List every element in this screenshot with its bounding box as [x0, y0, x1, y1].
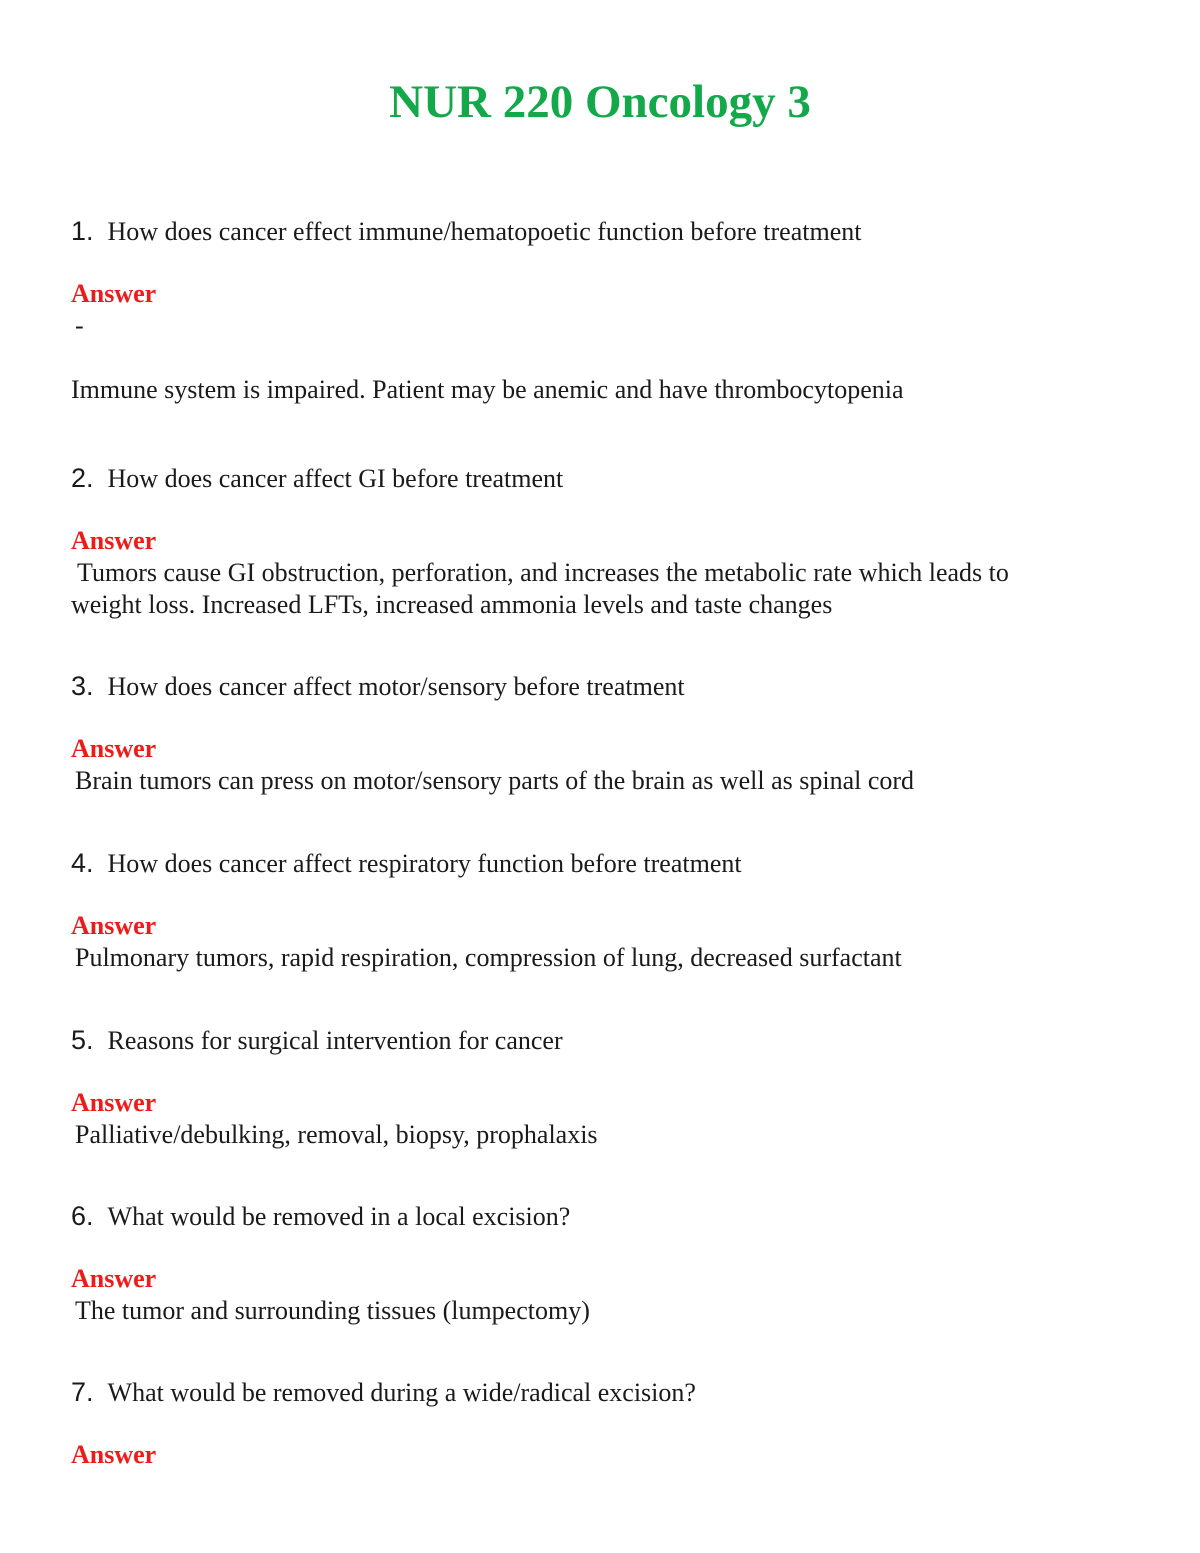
- qa-item-7: [71, 1376, 1151, 1471]
- answer-dash: -: [75, 311, 84, 340]
- answer-label: Answer: [71, 734, 157, 763]
- answer-label: Answer: [71, 1440, 157, 1469]
- question-3: [71, 670, 1151, 703]
- answer-label: Answer: [71, 526, 157, 555]
- question-5: [71, 1024, 1151, 1057]
- question-text: How does cancer effect immune/hematopoetic function before treatment: [107, 217, 862, 246]
- question-number: 4.: [71, 848, 94, 878]
- answer-text: Pulmonary tumors, rapid respiration, compression of lung, decreased surfactant: [75, 943, 902, 972]
- document-title: NUR 220 Oncology 3: [389, 76, 811, 128]
- answer-label: Answer: [71, 1088, 157, 1117]
- answer-text: Immune system is impaired. Patient may be anemic and have thrombocytopenia: [71, 375, 904, 404]
- answer-text: Palliative/debulking, removal, biopsy, prophalaxis: [75, 1120, 598, 1149]
- question-text: How does cancer affect GI before treatment: [107, 464, 564, 493]
- question-number: 3.: [71, 671, 94, 701]
- answer-text: Brain tumors can press on motor/sensory parts of the brain as well as spinal cord: [75, 766, 915, 795]
- qa-item-5: [71, 1024, 1151, 1151]
- answer-text: [71, 557, 1071, 621]
- qa-item-6: [71, 1200, 1151, 1327]
- question-number: 2.: [71, 463, 94, 493]
- qa-item-4: [71, 847, 1151, 974]
- question-text: How does cancer affect motor/sensory before treatment: [107, 672, 685, 701]
- question-text: Reasons for surgical intervention for cancer: [107, 1026, 563, 1055]
- question-number: 7.: [71, 1377, 94, 1407]
- question-7: [71, 1376, 1151, 1409]
- question-text: What would be removed in a local excision?: [107, 1202, 571, 1231]
- answer-label: Answer: [71, 911, 157, 940]
- question-4: [71, 847, 1151, 880]
- qa-item-3: [71, 670, 1151, 797]
- question-text: How does cancer affect respiratory function before treatment: [107, 849, 742, 878]
- question-text: What would be removed during a wide/radical excision?: [107, 1378, 696, 1407]
- answer-text: The tumor and surrounding tissues (lumpectomy): [75, 1296, 590, 1325]
- qa-item-1: [71, 215, 1151, 406]
- question-6: [71, 1200, 1151, 1233]
- question-1: [71, 215, 1151, 248]
- question-number: 1.: [71, 216, 94, 246]
- question-number: 6.: [71, 1201, 94, 1231]
- answer-text-content: Tumors cause GI obstruction, perforation, and increases the metabolic rate which leads to weight loss. Increased LFTs, increased ammonia levels and taste changes: [71, 558, 1009, 619]
- answer-label: Answer: [71, 279, 157, 308]
- question-number: 5.: [71, 1025, 94, 1055]
- question-2: [71, 462, 1151, 495]
- answer-label: Answer: [71, 1264, 157, 1293]
- qa-item-2: [71, 462, 1151, 621]
